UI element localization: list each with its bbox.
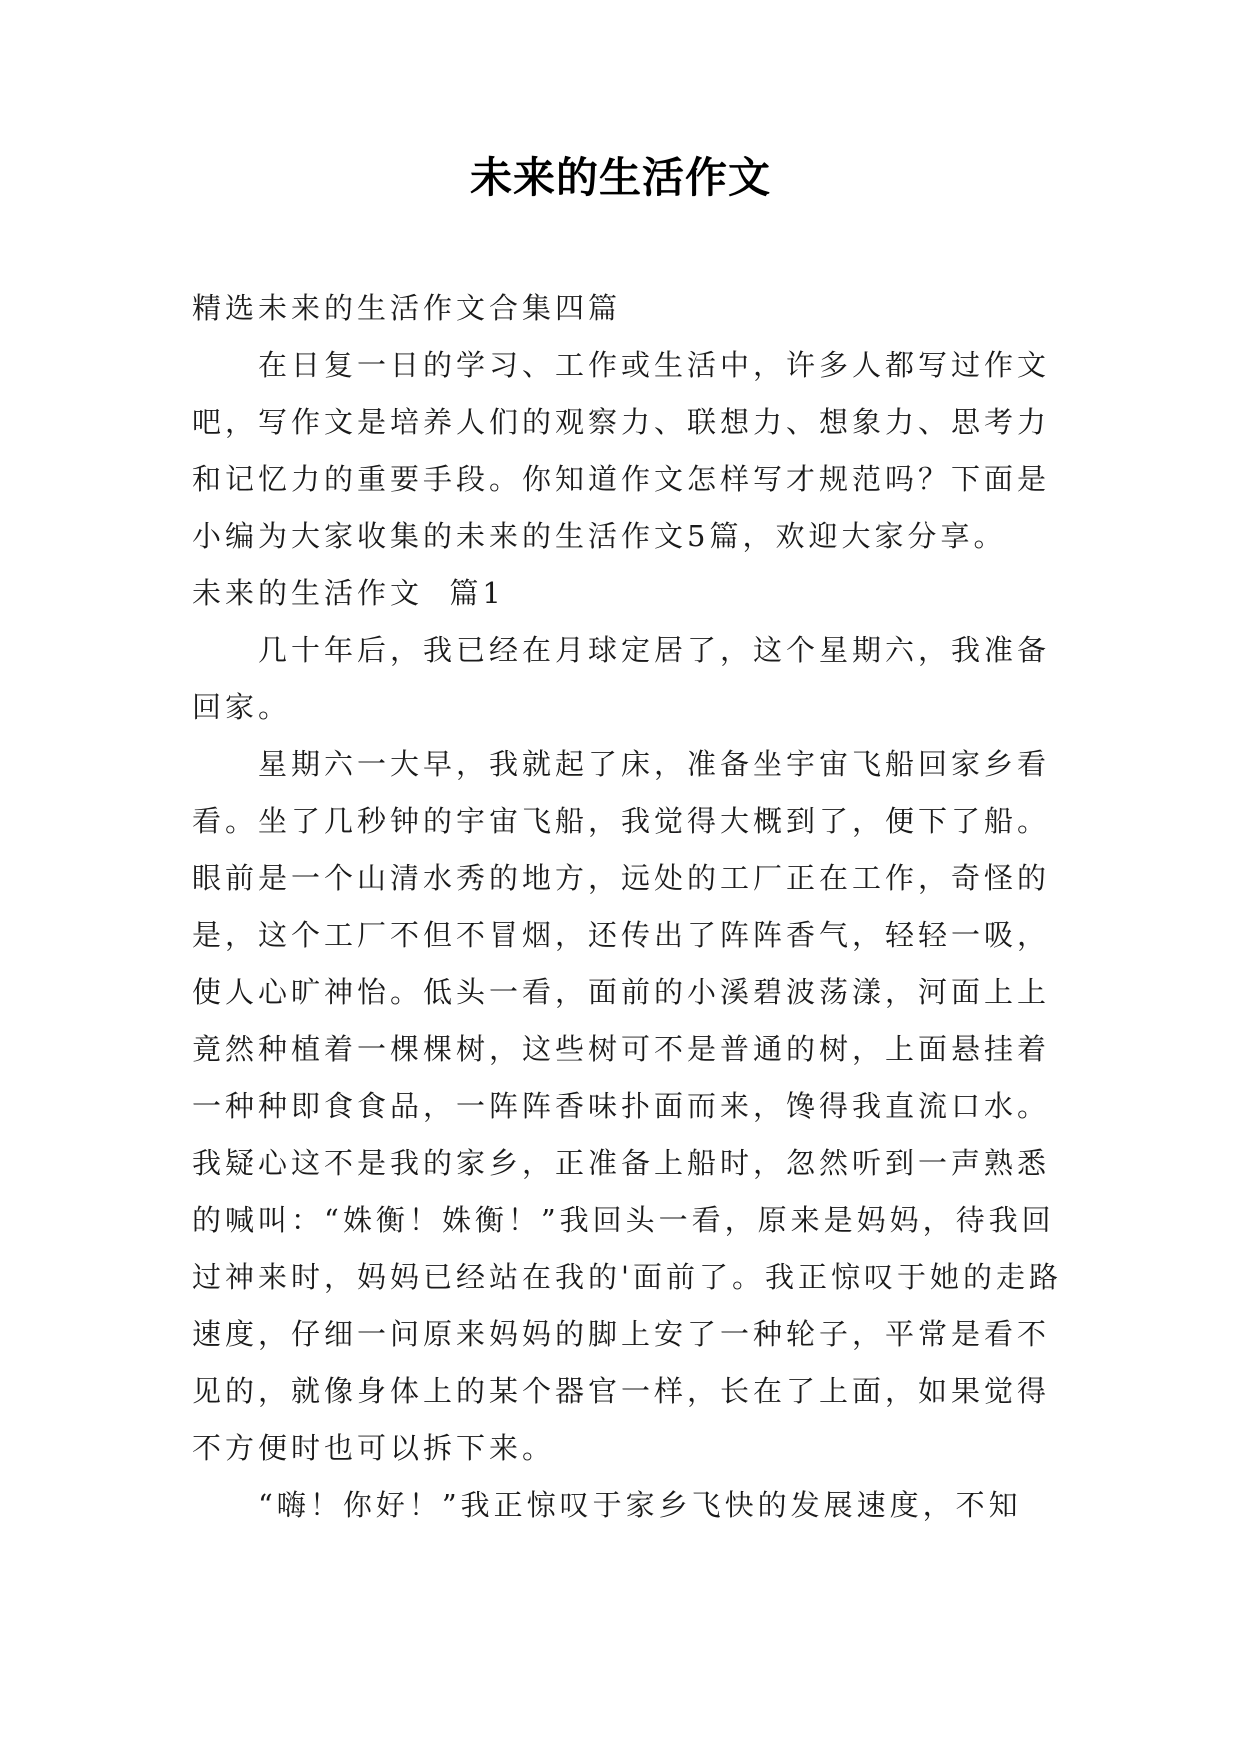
body-paragraph: 星期六一大早，我就起了床，准备坐宇宙飞船回家乡看看。坐了几秒钟的宇宙飞船，我觉得大概到了，便下了船。眼前是一个山清水秀的地方，远处的工厂正在工作，奇怪的是，这个工厂不但不冒烟，还传出了阵阵香气，轻轻一吸，使人心旷神怡。低头一看，面前的小溪碧波荡漾，河面上上竟然种植着一棵棵树，这些树可不是普通的树，上面悬挂着一种种即食食品，一阵阵香味扑面而来，馋得我直流口水。我疑心这不是我的家乡，正准备上船时，忽然听到一声熟悉的喊叫：“姝衡！姝衡！”我回头一看，原来是妈妈，待我回过神来时，妈妈已经站在我的'面前了。我正惊叹于她的走路速度，仔细一问原来妈妈的脚上安了一种轮子，平常是看不见的，就像身体上的某个器官一样，长在了上面，如果觉得不方便时也可以拆下来。: [192, 747, 1062, 1465]
body-paragraph: “嗨！你好！”我正惊叹于家乡飞快的发展速度，不知: [258, 1488, 1022, 1522]
section-heading: 未来的生活作文 篇1: [192, 576, 505, 610]
document-title: 未来的生活作文: [469, 153, 771, 202]
body-paragraph: 几十年后，我已经在月球定居了，这个星期六，我准备回家。: [192, 633, 1051, 724]
subtitle: 精选未来的生活作文合集四篇: [192, 291, 622, 325]
document-body: [192, 280, 1062, 1534]
intro-paragraph: 在日复一日的学习、工作或生活中，许多人都写过作文吧，写作文是培养人们的观察力、联想力、想象力、思考力和记忆力的重要手段。你知道作文怎样写才规范吗？下面是小编为大家收集的未来的生活作文5篇，欢迎大家分享。: [192, 348, 1051, 553]
